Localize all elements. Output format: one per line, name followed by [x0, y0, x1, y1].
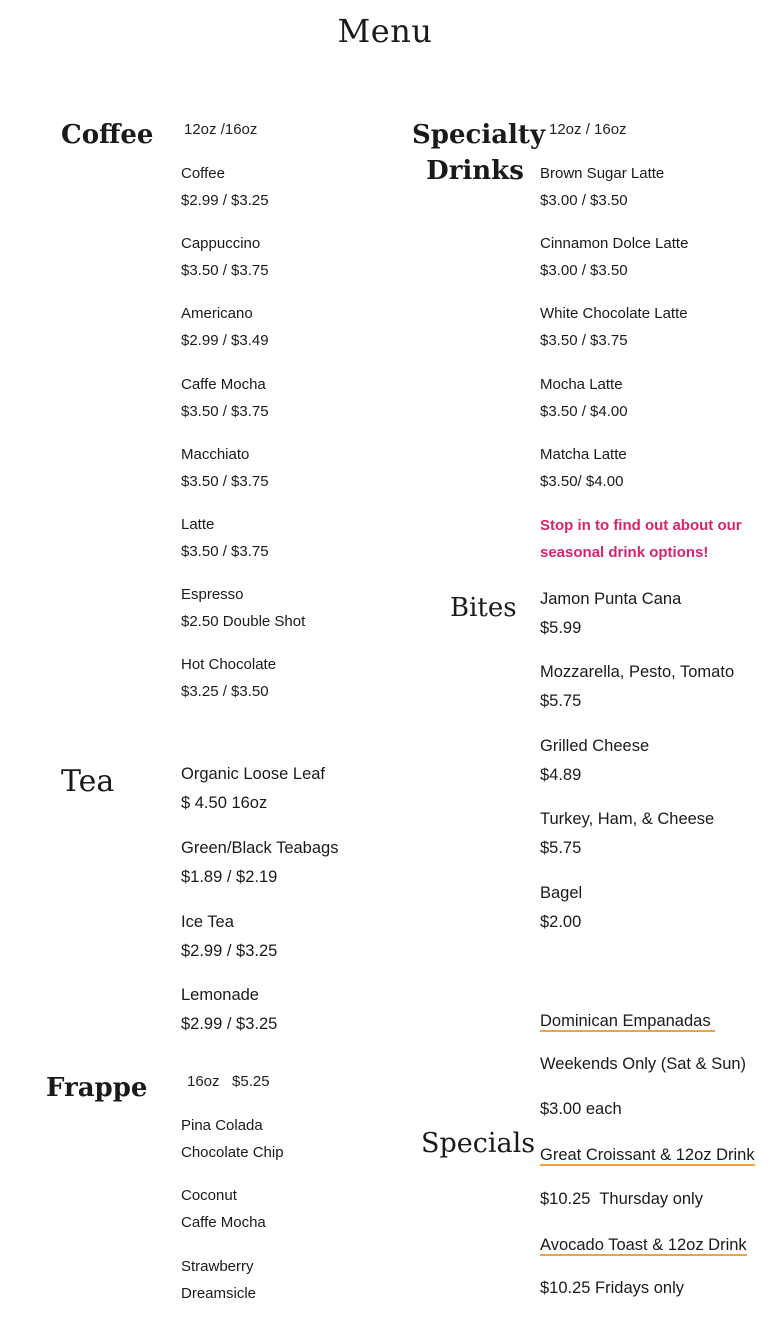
item-price: $3.50 / $3.75 — [540, 332, 628, 349]
special-title-text: Avocado Toast & 12oz Drink — [540, 1236, 747, 1254]
item-price: $3.50 / $3.75 — [181, 403, 269, 420]
frappe-heading: Frappe — [46, 1073, 148, 1103]
item-name: Green/Black Teabags — [181, 839, 339, 857]
item-name: Brown Sugar Latte — [540, 165, 665, 182]
item-price: $3.50/ $4.00 — [540, 473, 624, 490]
seasonal-promo — [540, 512, 742, 566]
item-price: $2.50 Double Shot — [181, 613, 306, 630]
menu-item-espresso — [181, 581, 305, 635]
special-title-text: Dominican Empanadas — [540, 1012, 716, 1030]
flavor-line2: Dreamsicle — [181, 1285, 257, 1302]
menu-item-green-black-teabags — [181, 834, 338, 892]
special-avocado-title — [540, 1231, 747, 1260]
item-price: $5.99 — [540, 619, 582, 637]
special-empanadas-price: $3.00 each — [540, 1100, 622, 1118]
item-price: $3.25 / $3.50 — [181, 683, 269, 700]
frappe-sizes: 16oz $5.25 — [187, 1073, 270, 1090]
menu-item-latte — [181, 511, 269, 565]
item-name: Latte — [181, 516, 215, 533]
menu-item-hot-chocolate — [181, 651, 276, 705]
special-empanadas-title — [540, 1007, 715, 1036]
flavor-line1: Pina Colada — [181, 1117, 263, 1134]
item-price: $2.00 — [540, 913, 582, 931]
item-name: Cappuccino — [181, 235, 261, 252]
item-name: Macchiato — [181, 446, 250, 463]
specials-heading: Specials — [421, 1128, 536, 1159]
item-name: Matcha Latte — [540, 446, 627, 463]
item-price: $2.99 / $3.25 — [181, 942, 278, 960]
item-price: $1.89 / $2.19 — [181, 868, 278, 886]
item-price: $2.99 / $3.25 — [181, 192, 269, 209]
item-price: $3.50 / $3.75 — [181, 543, 269, 560]
item-price: $3.50 / $3.75 — [181, 473, 269, 490]
menu-item-lemonade — [181, 981, 277, 1039]
item-name: Mocha Latte — [540, 376, 623, 393]
specialty-sizes: 12oz / 16oz — [549, 121, 627, 138]
menu-item-macchiato — [181, 441, 269, 495]
menu-item-caffe-mocha — [181, 371, 269, 425]
menu-item-cinnamon-dolce-latte — [540, 230, 688, 284]
item-name: Lemonade — [181, 986, 259, 1004]
item-price: $5.75 — [540, 692, 582, 710]
item-name: Americano — [181, 305, 253, 322]
frappe-flavor-group — [181, 1112, 284, 1166]
special-empanadas-days: Weekends Only (Sat & Sun) — [540, 1055, 747, 1073]
promo-line1: Stop in to find out about our — [540, 517, 742, 534]
specialty-heading-line2: Drinks — [426, 156, 524, 186]
menu-item-coffee — [181, 160, 269, 214]
item-price: $3.50 / $4.00 — [540, 403, 628, 420]
menu-item-cappuccino — [181, 230, 269, 284]
flavor-line1: Strawberry — [181, 1258, 254, 1275]
menu-item-americano — [181, 300, 269, 354]
menu-item-bagel — [540, 879, 582, 937]
tea-heading: Tea — [61, 764, 115, 799]
item-name: Mozzarella, Pesto, Tomato — [540, 663, 735, 681]
item-price: $5.75 — [540, 839, 582, 857]
menu-item-jamon-punta-cana — [540, 585, 681, 643]
item-price: $3.00 / $3.50 — [540, 262, 628, 279]
menu-item-mocha-latte — [540, 371, 628, 425]
frappe-flavor-group — [181, 1182, 266, 1236]
coffee-heading: Coffee — [61, 120, 154, 150]
coffee-sizes: 12oz /16oz — [184, 121, 258, 138]
specialty-heading — [412, 117, 546, 189]
item-price: $3.00 / $3.50 — [540, 192, 628, 209]
item-name: Grilled Cheese — [540, 737, 650, 755]
menu-item-ice-tea — [181, 908, 277, 966]
menu-item-brown-sugar-latte — [540, 160, 664, 214]
item-price: $ 4.50 16oz — [181, 794, 268, 812]
special-croissant-price: $10.25 Thursday only — [540, 1190, 703, 1208]
frappe-flavor-group — [181, 1253, 256, 1307]
item-price: $4.89 — [540, 766, 582, 784]
item-name: Espresso — [181, 586, 244, 603]
item-name: Jamon Punta Cana — [540, 590, 682, 608]
item-name: Ice Tea — [181, 913, 234, 931]
flavor-line1: Coconut — [181, 1187, 237, 1204]
menu-item-matcha-latte — [540, 441, 627, 495]
item-price: $2.99 / $3.25 — [181, 1015, 278, 1033]
menu-item-turkey-ham-cheese — [540, 805, 714, 863]
promo-line2: seasonal drink options! — [540, 544, 709, 561]
bites-heading: Bites — [450, 593, 517, 623]
item-name: Turkey, Ham, & Cheese — [540, 810, 715, 828]
special-title-text: Great Croissant & 12oz Drink — [540, 1146, 755, 1164]
menu-item-mozzarella-pesto-tomato — [540, 658, 734, 716]
menu-item-grilled-cheese — [540, 732, 649, 790]
special-avocado-price: $10.25 Fridays only — [540, 1279, 684, 1297]
item-name: White Chocolate Latte — [540, 305, 688, 322]
menu-item-organic-loose-leaf — [181, 760, 325, 818]
item-name: Caffe Mocha — [181, 376, 266, 393]
specialty-heading-line1: Specialty — [412, 120, 546, 150]
item-price: $3.50 / $3.75 — [181, 262, 269, 279]
flavor-line2: Chocolate Chip — [181, 1144, 284, 1161]
item-name: Bagel — [540, 884, 583, 902]
item-price: $2.99 / $3.49 — [181, 332, 269, 349]
item-name: Hot Chocolate — [181, 656, 277, 673]
menu-item-white-chocolate-latte — [540, 300, 688, 354]
item-name: Coffee — [181, 165, 225, 182]
special-croissant-title — [540, 1141, 755, 1170]
item-name: Cinnamon Dolce Latte — [540, 235, 689, 252]
flavor-line2: Caffe Mocha — [181, 1214, 266, 1231]
item-name: Organic Loose Leaf — [181, 765, 326, 783]
page-title: Menu — [337, 12, 433, 50]
